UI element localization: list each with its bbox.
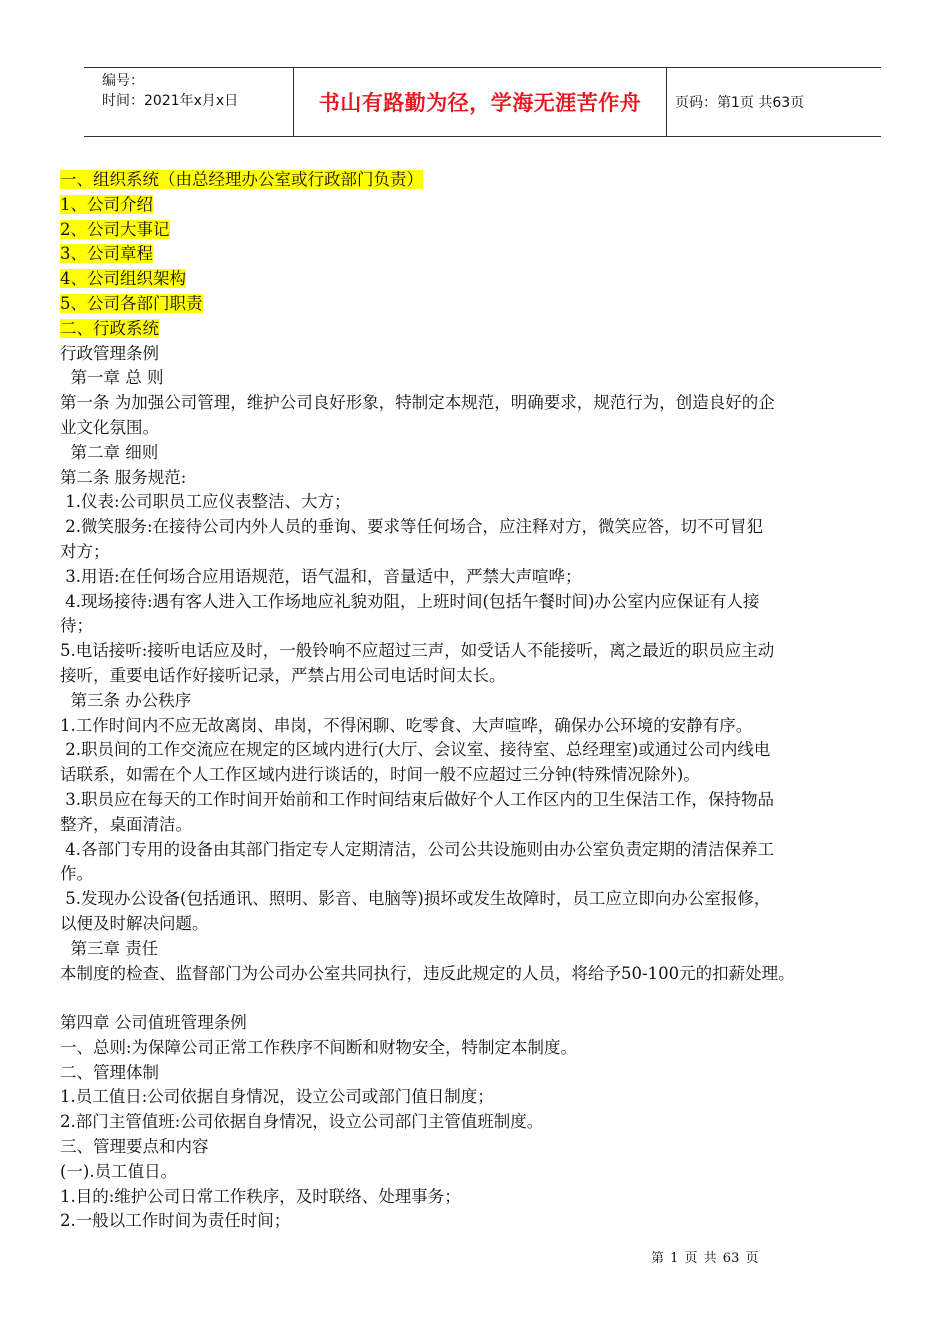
header-motto: 书山有路勤为径，学海无涯苦作舟 bbox=[318, 91, 642, 115]
line-text: 2.部门主管值班:公司依据自身情况，设立公司部门主管值班制度。 bbox=[60, 1112, 544, 1132]
highlighted-text: 二、行政系统 bbox=[60, 318, 159, 338]
line-text: 第二条 服务规范: bbox=[60, 467, 187, 487]
text-line bbox=[60, 193, 930, 218]
text-line bbox=[60, 466, 930, 491]
text-line bbox=[60, 218, 930, 243]
line-text: 以便及时解决问题。 bbox=[60, 913, 209, 933]
document-body bbox=[60, 168, 930, 1234]
text-line bbox=[60, 391, 930, 416]
highlighted-text: 一、组织系统（由总经理办公室或行政部门负责） bbox=[60, 170, 423, 189]
text-line bbox=[60, 937, 930, 962]
line-text: 1.目的:维护公司日常工作秩序，及时联络、处理事务； bbox=[60, 1186, 461, 1206]
document-time-label: 时间：2021年x月x日 bbox=[102, 93, 239, 109]
line-text: 业文化氛围。 bbox=[60, 417, 159, 437]
line-text: 一、总则:为保障公司正常工作秩序不间断和财物安全，特制定本制度。 bbox=[60, 1037, 578, 1057]
line-text: 整齐，桌面清洁。 bbox=[60, 814, 192, 834]
line-text: 第三章 责任 bbox=[60, 938, 159, 958]
text-line bbox=[60, 689, 930, 714]
line-text: 三、管理要点和内容 bbox=[60, 1137, 209, 1157]
text-line bbox=[60, 490, 930, 515]
text-line bbox=[60, 267, 930, 292]
line-text: 第二章 细则 bbox=[60, 442, 159, 462]
text-line bbox=[60, 1036, 930, 1061]
line-text: 1.仪表:公司职员工应仪表整洁、大方； bbox=[60, 492, 351, 512]
line-text: 1.工作时间内不应无故离岗、串岗，不得闲聊、吃零食、大声喧哗，确保办公环境的安静有序。 bbox=[60, 715, 753, 735]
text-line bbox=[60, 168, 930, 193]
text-line bbox=[60, 1209, 930, 1234]
line-text: 行政管理条例 bbox=[60, 343, 159, 363]
text-line bbox=[60, 639, 930, 664]
highlighted-text: 3、公司章程 bbox=[60, 244, 153, 264]
highlighted-text: 2、公司大事记 bbox=[60, 219, 170, 239]
text-line bbox=[60, 590, 930, 615]
text-line bbox=[60, 1185, 930, 1210]
text-line bbox=[60, 1061, 930, 1086]
text-line bbox=[60, 912, 930, 937]
highlighted-text: 1、公司介绍 bbox=[60, 194, 153, 214]
text-line bbox=[60, 664, 930, 689]
text-line bbox=[60, 342, 930, 367]
text-line bbox=[60, 515, 930, 540]
text-line bbox=[60, 366, 930, 391]
line-text: 2.职员间的工作交流应在规定的区域内进行(大厅、会议室、接待室、总经理室)或通过公司内线电 bbox=[60, 740, 771, 760]
text-line bbox=[60, 1085, 930, 1110]
text-line bbox=[60, 862, 930, 887]
highlighted-text: 4、公司组织架构 bbox=[60, 269, 186, 289]
header-page-info: 页码：第1页 共63页 bbox=[675, 95, 805, 111]
line-text: 3.职员应在每天的工作时间开始前和工作时间结束后做好个人工作区内的卫生保洁工作，保持物品 bbox=[60, 789, 774, 809]
line-text: 第一章 总 则 bbox=[60, 368, 164, 388]
text-line bbox=[60, 788, 930, 813]
text-line bbox=[60, 813, 930, 838]
text-line bbox=[60, 887, 930, 912]
text-line bbox=[60, 317, 930, 342]
line-text: 第四章 公司值班管理条例 bbox=[60, 1013, 247, 1033]
line-text: 待； bbox=[60, 616, 93, 636]
text-line bbox=[60, 738, 930, 763]
text-line bbox=[60, 416, 930, 441]
line-text: 5.电话接听:接听电话应及时，一般铃响不应超过三声，如受话人不能接听，离之最近的职员应主动 bbox=[60, 641, 775, 661]
line-text: 对方； bbox=[60, 541, 110, 561]
line-text: 3.用语:在任何场合应用语规范，语气温和，音量适中，严禁大声喧哗； bbox=[60, 566, 582, 586]
line-text: 二、管理体制 bbox=[60, 1062, 159, 1082]
header-meta bbox=[84, 68, 294, 136]
text-line bbox=[60, 714, 930, 739]
line-text: 作。 bbox=[60, 864, 93, 884]
highlighted-text: 5、公司各部门职责 bbox=[60, 293, 203, 313]
document-header bbox=[84, 67, 881, 137]
blank-line bbox=[60, 986, 930, 1011]
line-text: 接听，重要电话作好接听记录，严禁占用公司电话时间太长。 bbox=[60, 665, 506, 685]
text-line bbox=[60, 565, 930, 590]
text-line bbox=[60, 292, 930, 317]
text-line bbox=[60, 614, 930, 639]
text-line bbox=[60, 838, 930, 863]
line-text: 5.发现办公设备(包括通讯、照明、影音、电脑等)损坏或发生故障时，员工应立即向办公室报修， bbox=[60, 889, 771, 909]
line-text: 第一条 为加强公司管理，维护公司良好形象，特制定本规范，明确要求，规范行为，创造良好的企 bbox=[60, 393, 775, 413]
line-text: 2.微笑服务:在接待公司内外人员的垂询、要求等任何场合，应注释对方，微笑应答，切不可冒犯 bbox=[60, 517, 764, 537]
page-footer: 第 1 页 共 63 页 bbox=[651, 1251, 759, 1266]
text-line bbox=[60, 962, 930, 987]
text-line bbox=[60, 540, 930, 565]
line-text: 4.现场接待:遇有客人进入工作场地应礼貌劝阻，上班时间(包括午餐时间)办公室内应保证有人接 bbox=[60, 591, 760, 611]
line-text: (一).员工值日。 bbox=[60, 1161, 178, 1181]
line-text: 1.员工值日:公司依据自身情况，设立公司或部门值日制度； bbox=[60, 1087, 494, 1107]
line-text: 2.一般以工作时间为责任时间； bbox=[60, 1211, 291, 1231]
text-line bbox=[60, 1011, 930, 1036]
line-text: 本制度的检查、监督部门为公司办公室共同执行，违反此规定的人员，将给予50-100元的扣薪处理。 bbox=[60, 963, 795, 983]
header-page-cell bbox=[667, 68, 881, 136]
text-line bbox=[60, 763, 930, 788]
line-text: 话联系，如需在个人工作区域内进行谈话的，时间一般不应超过三分钟(特殊情况除外)。 bbox=[60, 765, 700, 785]
text-line bbox=[60, 441, 930, 466]
line-text: 第三条 办公秩序 bbox=[60, 690, 192, 710]
header-motto-cell bbox=[294, 68, 667, 136]
line-text: 4.各部门专用的设备由其部门指定专人定期清洁，公司公共设施则由办公室负责定期的清洁保养工 bbox=[60, 839, 774, 859]
text-line bbox=[60, 242, 930, 267]
text-line bbox=[60, 1110, 930, 1135]
text-line bbox=[60, 1135, 930, 1160]
document-number-label: 编号： bbox=[102, 73, 144, 89]
text-line bbox=[60, 1160, 930, 1185]
